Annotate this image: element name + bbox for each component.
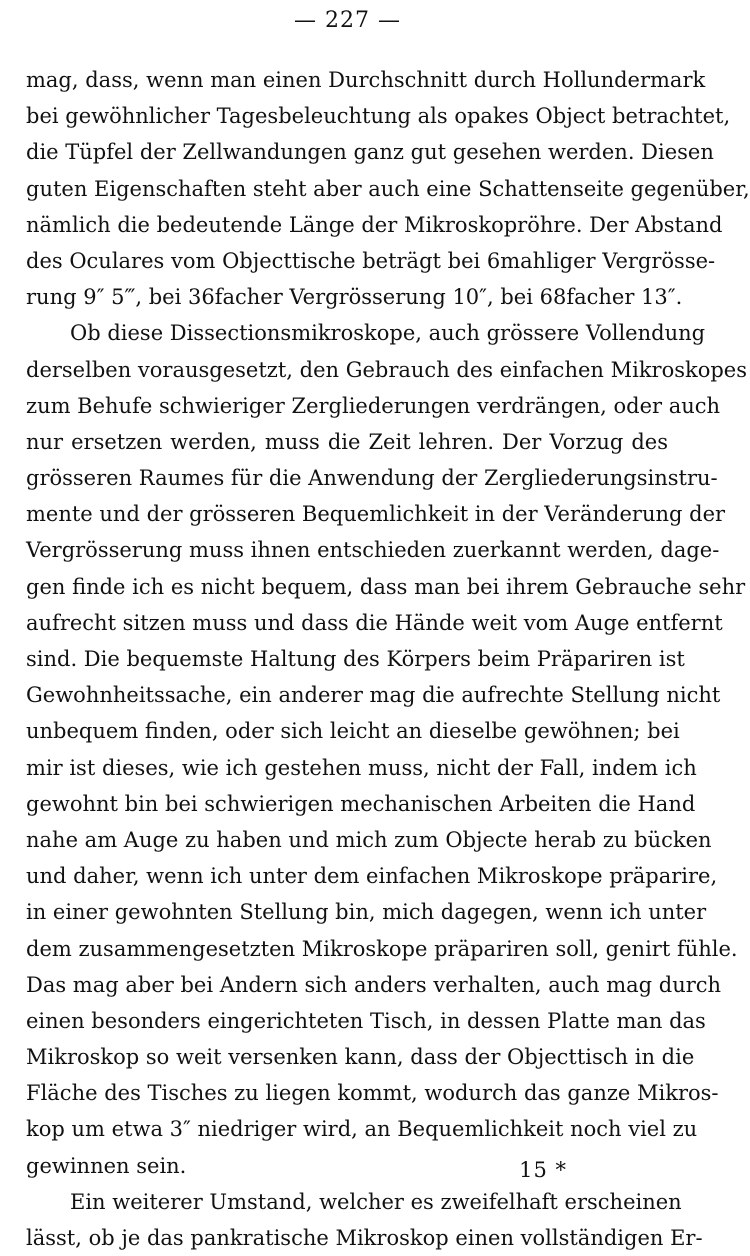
text-line: bei gewöhnlicher Tagesbeleuchtung als opakes Object betrachtet, (26, 104, 731, 129)
text-line: kop um etwa 3″ niedriger wird, an Bequemlichkeit noch viel zu (26, 1117, 698, 1142)
text-line: und daher, wenn ich unter dem einfachen Mikroskope präparire, (26, 864, 718, 889)
text-line: rung 9″ 5‴, bei 36facher Vergrösserung 10″, bei 68facher 13″. (26, 285, 683, 310)
text-line: Das mag aber bei Andern sich anders verhalten, auch mag durch (26, 972, 722, 997)
text-line: nämlich die bedeutende Länge der Mikroskopröhre. Der Abstand (26, 212, 723, 237)
text-line: lässt, ob je das pankratische Mikroskop einen vollständigen Er- (26, 1226, 703, 1250)
text-line: mente und der grösseren Bequemlichkeit in der Veränderung der (26, 502, 726, 527)
text-line: sind. Die bequemste Haltung des Körpers beim Präpariren ist (26, 647, 685, 671)
page-number-header: — 227 — (294, 8, 401, 33)
text-line: Ob diese Dissectionsmikroskope, auch grössere Vollendung (70, 321, 706, 346)
text-line: aufrecht sitzen muss und dass die Hände weit vom Auge entfernt (26, 610, 723, 635)
text-line: zum Behufe schwieriger Zergliederungen verdrängen, oder auch (26, 393, 721, 418)
text-line: mag, dass, wenn man einen Durchschnitt durch Hollundermark (26, 68, 706, 92)
text-line: gewinnen sein. (26, 1153, 187, 1178)
text-line: Vergrösserung muss ihnen entschieden zuerkannt werden, dage- (26, 538, 720, 563)
text-line: unbequem finden, oder sich leicht an dieselbe gewöhnen; bei (26, 719, 680, 744)
text-line: nur ersetzen werden, muss die Zeit lehren. Der Vorzug des (26, 429, 668, 454)
text-line: Gewohnheitssache, ein anderer mag die aufrechte Stellung nicht (26, 683, 721, 708)
text-line: guten Eigenschaften steht aber auch eine Schattenseite gegenüber, (26, 176, 750, 201)
text-line: gen finde ich es nicht bequem, dass man bei ihrem Gebrauche sehr (26, 574, 746, 599)
text-line: einen besonders eingerichteten Tisch, in dessen Platte man das (26, 1008, 706, 1033)
text-line: grösseren Raumes für die Anwendung der Zergliederungsinstru- (26, 466, 718, 491)
text-line: Fläche des Tisches zu liegen kommt, wodurch das ganze Mikros- (26, 1081, 719, 1106)
text-line: Ein weiterer Umstand, welcher es zweifelhaft erscheinen (70, 1189, 682, 1214)
text-line: derselben vorausgesetzt, den Gebrauch des einfachen Mikroskopes (26, 357, 748, 382)
text-line: in einer gewohnten Stellung bin, mich dagegen, wenn ich unter (26, 900, 707, 925)
text-line: des Oculares vom Objecttische beträgt bei 6mahliger Vergrösse- (26, 248, 716, 273)
text-line: gewohnt bin bei schwierigen mechanischen Arbeiten die Hand (26, 791, 696, 816)
text-line: dem zusammengesetzten Mikroskope präpariren soll, genirt fühle. (26, 936, 738, 961)
text-line: die Tüpfel der Zellwandungen ganz gut gesehen werden. Diesen (26, 140, 714, 165)
body-text (26, 62, 750, 1256)
text-line: nahe am Auge zu haben und mich zum Objecte herab zu bücken (26, 827, 712, 852)
signature-mark: 15 * (519, 1158, 567, 1182)
text-line: mir ist dieses, wie ich gestehen muss, nicht der Fall, indem ich (26, 755, 697, 780)
text-line: Mikroskop so weit versenken kann, dass der Objecttisch in die (26, 1045, 695, 1070)
